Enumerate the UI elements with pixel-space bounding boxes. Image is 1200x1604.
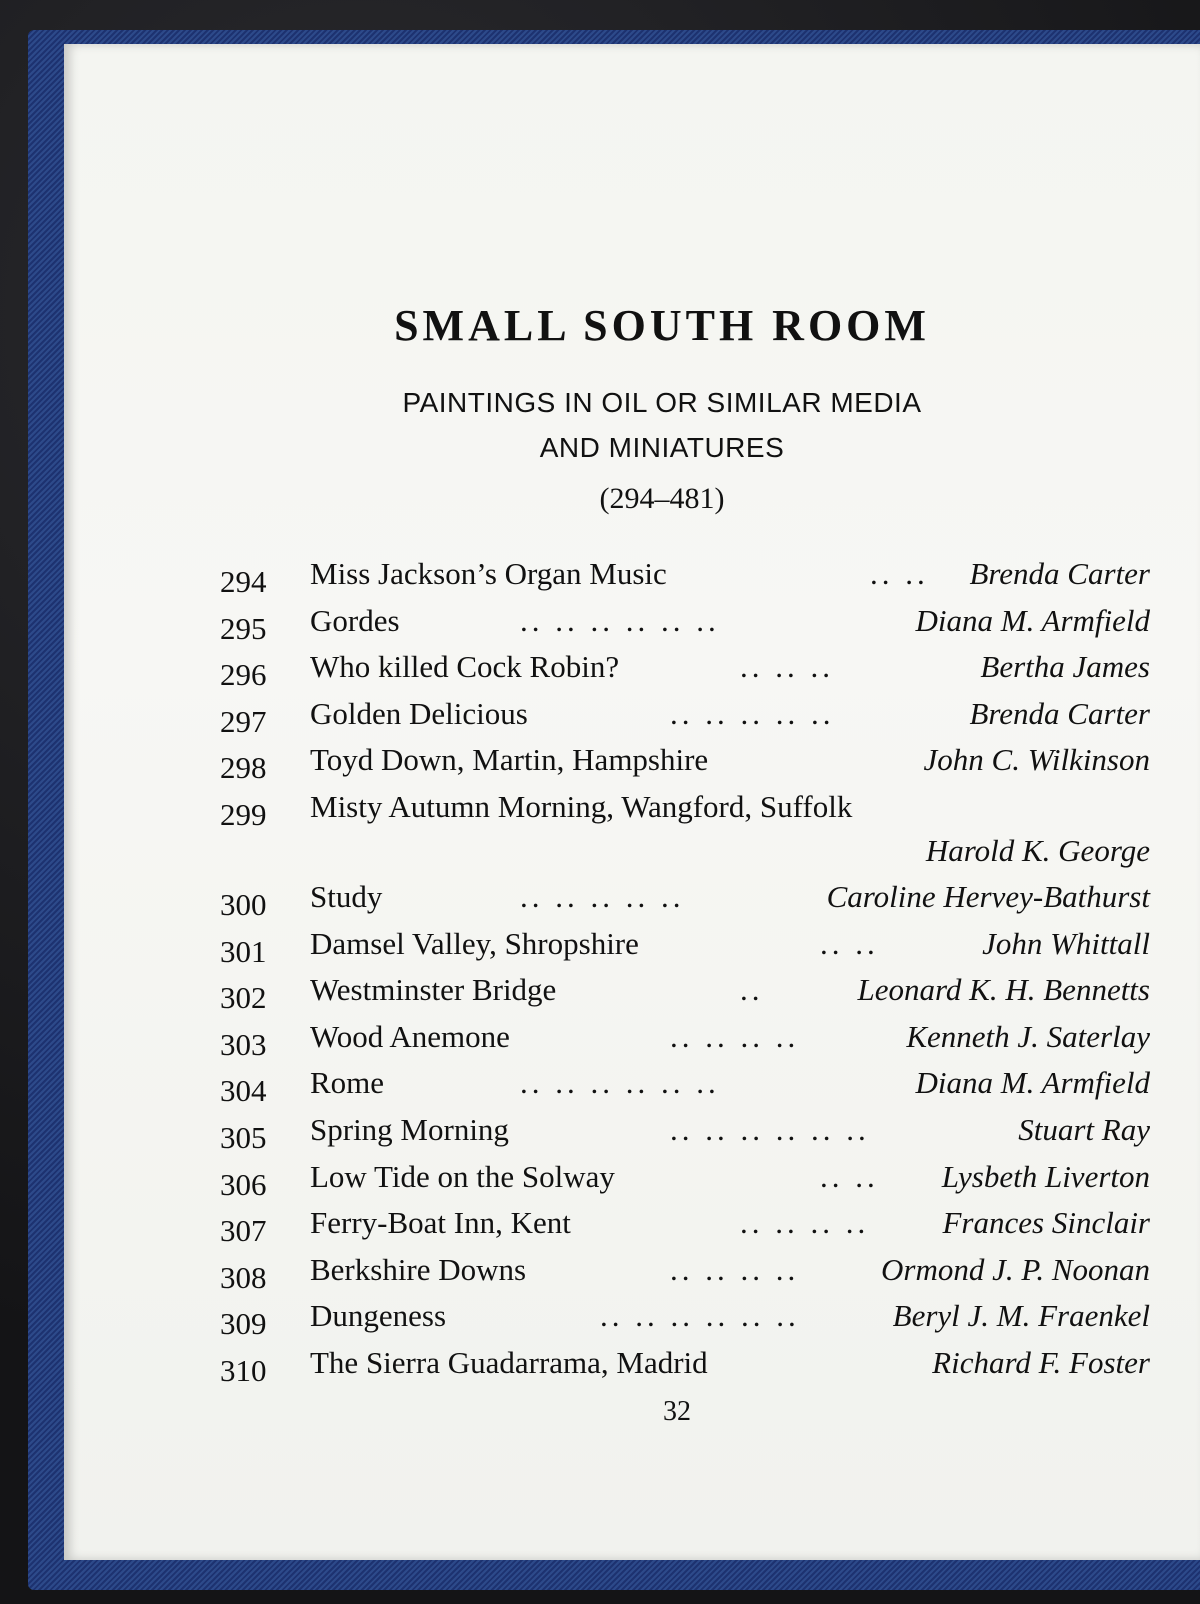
leader-dots: .. ..	[820, 1158, 879, 1194]
entry-artist: Lysbeth Liverton	[941, 1158, 1150, 1194]
entry-title: Wood Anemone	[310, 1018, 510, 1054]
leader-dots: .. .. .. .. ..	[670, 695, 835, 731]
entry-title: The Sierra Guadarrama, Madrid	[310, 1344, 708, 1380]
leader-dots: .. .. .. .. ..	[520, 878, 685, 914]
entry-number: 306	[220, 1166, 267, 1202]
entry-title: Spring Morning	[310, 1111, 509, 1147]
entry-number: 305	[220, 1119, 267, 1155]
catalogue-entry	[220, 696, 1150, 743]
page-number: 32	[663, 1396, 691, 1427]
leader-dots: .. .. .. ..	[740, 1205, 870, 1241]
catalogue-entry	[220, 879, 1150, 926]
entry-title: Berkshire Downs	[310, 1251, 527, 1287]
entry-number: 295	[220, 610, 267, 646]
catalogue-entry	[220, 1298, 1150, 1345]
catalogue-range: (294–481)	[599, 482, 725, 515]
subtitle-line-2: AND MINIATURES	[539, 432, 785, 463]
entry-title: Miss Jackson’s Organ Music	[310, 556, 667, 591]
leader-dots: .. ..	[870, 556, 929, 591]
catalogue-entry	[220, 649, 1150, 696]
entry-artist: Diana M. Armfield	[915, 1065, 1150, 1101]
entry-number: 302	[220, 980, 267, 1016]
entry-number: 308	[220, 1259, 267, 1295]
subtitle-line-1: PAINTINGS IN OIL OR SIMILAR MEDIA	[402, 387, 922, 418]
entry-number: 303	[220, 1026, 267, 1062]
leader-dots: .. ..	[820, 925, 879, 961]
leader-dots: .. .. ..	[740, 649, 834, 685]
entry-number: 300	[220, 886, 267, 922]
entry-number: 294	[220, 564, 267, 599]
entry-title: Gordes	[310, 602, 400, 638]
catalogue-entry	[220, 1065, 1150, 1112]
entry-artist: Ormond J. P. Noonan	[881, 1251, 1150, 1287]
entry-artist: Stuart Ray	[1018, 1111, 1150, 1147]
entry-artist: Caroline Hervey-Bathurst	[826, 878, 1150, 914]
leader-dots: .. .. .. ..	[670, 1251, 800, 1287]
entry-title: Toyd Down, Martin, Hampshire	[310, 742, 709, 778]
entry-number: 301	[220, 933, 267, 969]
leader-dots: .. .. .. .. .. ..	[520, 1065, 720, 1101]
entry-title: Westminster Bridge	[310, 972, 557, 1008]
catalogue-page	[64, 44, 1200, 1560]
catalogue-entry	[220, 926, 1150, 973]
entry-artist: Kenneth J. Saterlay	[906, 1018, 1150, 1054]
entry-title: Damsel Valley, Shropshire	[310, 925, 639, 961]
entry-number: 307	[220, 1213, 267, 1249]
page-title: SMALL SOUTH ROOM	[394, 301, 930, 350]
entry-artist: Bertha James	[980, 649, 1150, 685]
catalogue-entry	[220, 789, 1150, 879]
leader-dots: .. .. .. .. .. ..	[670, 1111, 870, 1147]
entry-artist: Brenda Carter	[969, 556, 1150, 591]
entry-artist: John C. Wilkinson	[923, 742, 1150, 778]
leader-dots: ..	[740, 972, 764, 1008]
entry-number: 304	[220, 1073, 267, 1109]
entry-title: Ferry-Boat Inn, Kent	[310, 1205, 571, 1241]
catalogue-entry	[220, 1205, 1150, 1252]
entry-number: 310	[220, 1352, 267, 1388]
entry-title: Rome	[310, 1065, 385, 1101]
entry-artist: Diana M. Armfield	[915, 602, 1150, 638]
entry-title: Dungeness	[310, 1298, 447, 1334]
entry-title: Study	[310, 878, 383, 914]
entry-artist: Frances Sinclair	[942, 1205, 1150, 1241]
entry-number: 298	[220, 750, 267, 786]
leader-dots: .. .. .. .. .. ..	[600, 1298, 800, 1334]
entry-artist: Richard F. Foster	[932, 1344, 1150, 1380]
entry-title: Misty Autumn Morning, Wangford, Suffolk	[310, 788, 853, 824]
catalogue-entry	[220, 1019, 1150, 1066]
catalogue-entry	[220, 742, 1150, 789]
leader-dots: .. .. .. .. .. ..	[520, 602, 720, 638]
entry-number: 297	[220, 703, 267, 739]
entry-number: 309	[220, 1306, 267, 1342]
entry-number: 299	[220, 796, 267, 832]
catalogue-list	[220, 556, 1150, 1392]
entry-title: Low Tide on the Solway	[310, 1158, 615, 1194]
entry-artist: John Whittall	[982, 925, 1150, 961]
leader-dots: .. .. .. ..	[670, 1018, 800, 1054]
entry-title: Golden Delicious	[310, 695, 528, 731]
catalogue-entry	[220, 556, 1150, 603]
entry-artist: Beryl J. M. Fraenkel	[892, 1298, 1150, 1334]
catalogue-entry	[220, 972, 1150, 1019]
section-subtitle	[124, 380, 1200, 470]
catalogue-entry	[220, 603, 1150, 650]
catalogue-entry	[220, 1112, 1150, 1159]
catalogue-entry	[220, 1345, 1150, 1392]
catalogue-entry	[220, 1159, 1150, 1206]
entry-artist: Harold K. George	[925, 832, 1150, 868]
entry-number: 296	[220, 657, 267, 693]
entry-title: Who killed Cock Robin?	[310, 649, 620, 685]
entry-artist: Brenda Carter	[969, 695, 1150, 731]
catalogue-entry	[220, 1252, 1150, 1299]
entry-artist: Leonard K. H. Bennetts	[857, 972, 1150, 1008]
